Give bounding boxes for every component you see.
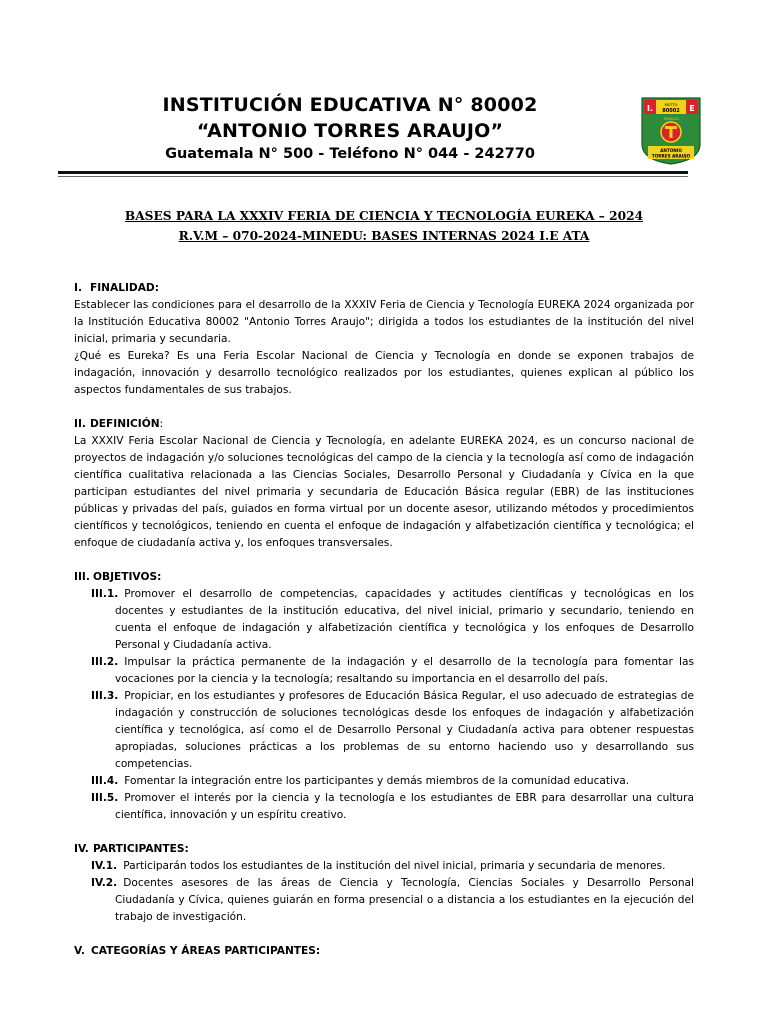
institution-address: Guatemala N° 500 - Teléfono N° 044 - 242770 bbox=[165, 146, 535, 162]
header-rule-thin bbox=[58, 176, 688, 177]
objective-item: III.1. Promover el desarrollo de competencias, capacidades y actitudes científicas y tecnológicas en los docentes y estudiantes de la institución educativa, del nivel inicial, primario y secundario, teniendo en cuenta el enfoque de indagación y alfabetización científica y tecnológica y los enfoques de Desarrollo Personal y Ciudadanía activa. bbox=[91, 588, 694, 651]
crest-top-text: MOTTO bbox=[664, 103, 678, 107]
objective-item: III.2. Impulsar la práctica permanente de la indagación y el desarrollo de la tecnología para fomentar las vocaciones por la ciencia y la tecnología; resaltando su importancia en el desarrollo del país. bbox=[91, 656, 694, 685]
title-line-1: BASES PARA LA XXXIV FERIA DE CIENCIA Y TECNOLOGÍA EUREKA – 2024 bbox=[124, 209, 644, 223]
school-crest-logo bbox=[640, 96, 702, 166]
section-heading-finalidad: I. FINALIDAD: bbox=[74, 282, 159, 294]
document-body bbox=[74, 280, 694, 960]
document-title bbox=[0, 206, 768, 246]
crest-name-line1: ANTONIO bbox=[660, 148, 682, 153]
section-heading-objetivos: III. OBJETIVOS: bbox=[74, 571, 162, 583]
participant-item: IV.2. Docentes asesores de las áreas de Ciencia y Tecnología, Ciencias Sociales y Desarrollo Personal Ciudadanía y Cívica, quienes guiarán en forma presencial o a distancia a los estudiantes en la ejecución del trabajo de investigación. bbox=[91, 877, 694, 923]
section-heading-categorias: V. CATEGORÍAS Y ÁREAS PARTICIPANTES: bbox=[74, 945, 321, 957]
section-heading-participantes: IV. PARTICIPANTES: bbox=[74, 843, 189, 855]
objective-item: III.3. Propiciar, en los estudiantes y profesores de Educación Básica Regular, el uso adecuado de estrategias de indagación y construcción de soluciones tecnológicas desde los enfoques de indagación y alfabetización científica y tecnológica, así como el de Desarrollo Personal y Ciudadanía activa para obtener respuestas apropiadas, soluciones prácticas a los problemas de su entorno haciendo uso y desarrollando sus competencias. bbox=[91, 690, 694, 770]
crest-city: TRUJILLO bbox=[663, 117, 679, 121]
crest-left-letter: I. bbox=[646, 104, 654, 113]
definicion-paragraph: La XXXIV Feria Escolar Nacional de Ciencia y Tecnología, en adelante EUREKA 2024, es un concurso nacional de proyectos de indagación y/o soluciones tecnológicas del campo de la ciencia y la tecnología así como de indagación científica cualitativa relacionada a las Ciencias Sociales, Desarrollo Personal y Ciudadanía y Cívica en la que participan estudiantes del nivel primaria y secundaria de Educación Básica regular (EBR) de las instituciones públicas y privadas del país, guiados en forma virtual por un docente asesor, utilizando métodos y procedimientos científicos y tecnológicos, teniendo en cuenta el enfoque de indagación y alfabetización científica y tecnológica; el enfoque de ciudadanía activa y, los enfoques transversales. bbox=[74, 435, 694, 549]
crest-right-letter: E bbox=[689, 104, 695, 113]
institution-name: INSTITUCIÓN EDUCATIVA N° 80002 bbox=[162, 94, 538, 116]
participant-item: IV.1. Participarán todos los estudiantes de la institución del nivel inicial, primaria y secundaria de menores. bbox=[91, 860, 666, 872]
finalidad-paragraph-1: Establecer las condiciones para el desarrollo de la XXXIV Feria de Ciencia y Tecnología EUREKA 2024 organizada por la Institución Educativa 80002 "Antonio Torres Araujo"; dirigida a todos los estudiantes de la institución del nivel inicial, primaria y secundaria. bbox=[74, 299, 694, 345]
crest-number: 80002 bbox=[662, 108, 680, 114]
institution-patron: “ANTONIO TORRES ARAUJO” bbox=[196, 120, 504, 142]
title-line-2: R.V.M – 070-2024-MINEDU: BASES INTERNAS 2024 I.E ATA bbox=[178, 229, 590, 243]
section-heading-definicion: II. DEFINICIÓN: bbox=[74, 418, 164, 430]
header-rule-thick bbox=[58, 171, 688, 174]
finalidad-paragraph-2: ¿Qué es Eureka? Es una Feria Escolar Nacional de Ciencia y Tecnología en donde se exponen trabajos de indagación, innovación y desarrollo tecnológico realizados por los estudiantes, quienes explican al público los aspectos fundamentales de sus trabajos. bbox=[74, 350, 694, 396]
objective-item: III.4. Fomentar la integración entre los participantes y demás miembros de la comunidad educativa. bbox=[91, 775, 630, 787]
objective-item: III.5. Promover el interés por la ciencia y la tecnología e los estudiantes de EBR para desarrollar una cultura científica, innovación y un espíritu creativo. bbox=[91, 792, 694, 821]
crest-name-line2: TORRES ARAUJO bbox=[651, 153, 691, 159]
